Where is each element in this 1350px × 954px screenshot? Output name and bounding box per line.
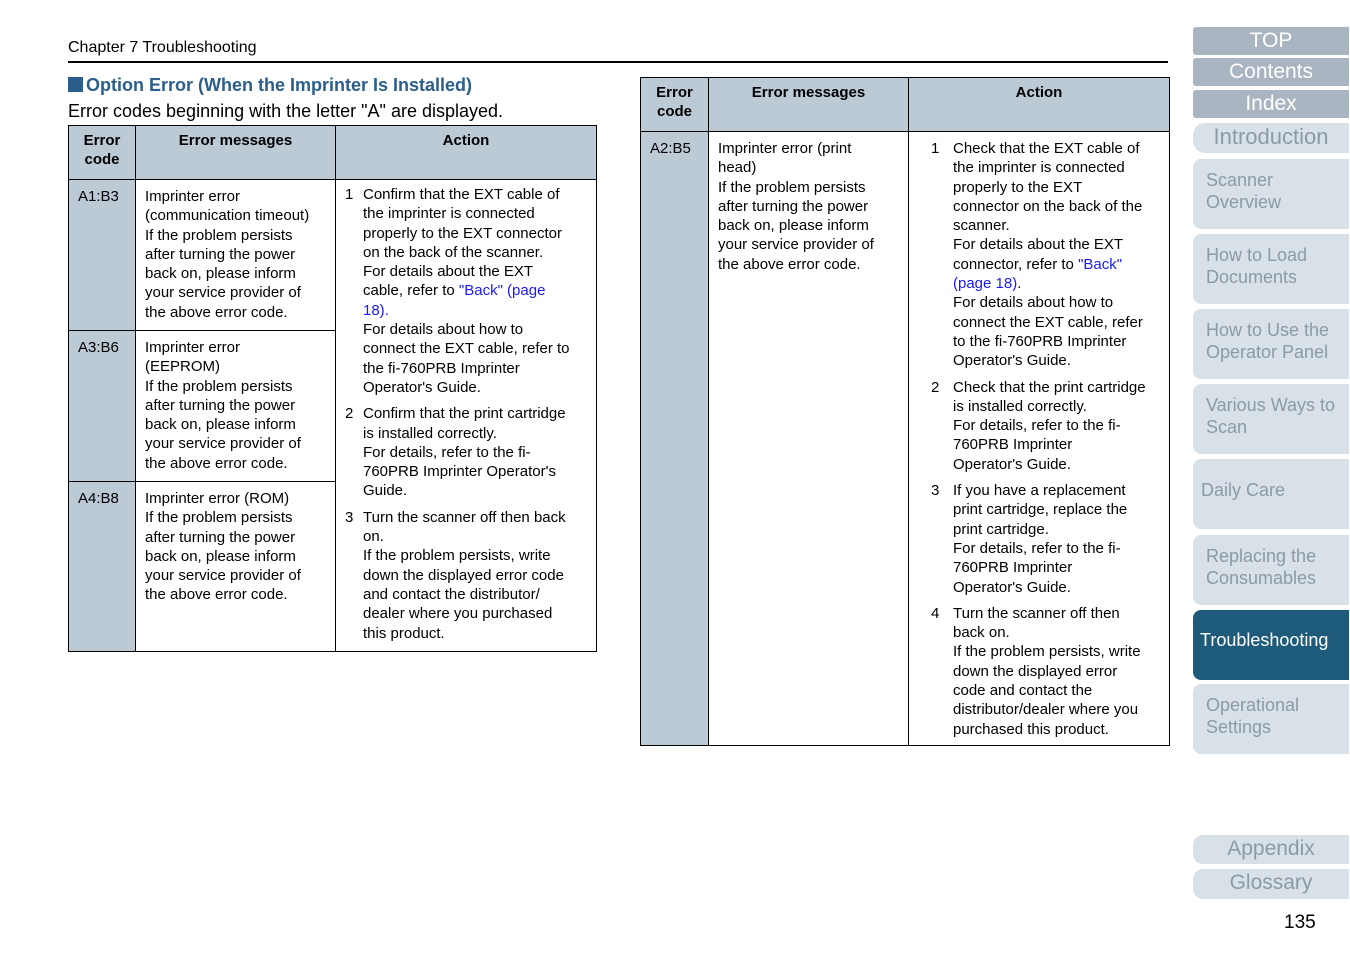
step-line: 760PRB Imprinter [953,559,1073,577]
nav-tab-replacing-consumables[interactable] [1193,535,1349,605]
header-line: code [656,103,692,120]
step-number: 2 [931,378,940,396]
step-line: this product. [363,624,445,642]
step-line: properly to the EXT connector [363,224,562,242]
bullet-square-icon [68,77,83,92]
table-row [641,132,1170,746]
action-step [931,139,1163,371]
step-line: Operator's Guide. [953,578,1071,596]
error-table-1 [68,125,597,652]
step-line: on. [363,528,384,546]
nav-tab-label: Various Ways to [1206,395,1336,415]
step-number: 3 [931,482,940,500]
step-text [953,481,1163,597]
nav-tab-label: Documents [1206,267,1298,287]
nav-tab-label: Consumables [1206,568,1317,588]
step-text [363,404,590,500]
message-line: after turning the power [718,197,869,215]
message-line: If the problem persists [145,509,293,527]
step-line: print cartridge. [953,520,1049,538]
action-step [345,404,590,500]
error-code-cell: A2:B5 [641,132,709,746]
nav-tab-label: Operator Panel [1206,342,1329,362]
message-line: the above error code. [718,255,861,273]
message-line: Imprinter error (ROM) [145,490,290,507]
message-line: your service provider of [718,236,874,254]
section-title [68,75,472,96]
step-line: For details, refer to the fi- [953,539,1121,557]
step-line: is installed correctly. [363,424,497,442]
header-error-code [69,126,136,180]
error-message-cell [709,132,909,746]
step-text [953,378,1163,474]
step-line: connector on the back of the [953,197,1143,215]
action-step [345,185,590,397]
step-line [953,274,1163,293]
step-text-segment: . [384,301,389,319]
nav-tab-daily-care[interactable] [1193,459,1349,529]
back-page-link[interactable]: "Back" [1078,255,1123,273]
error-message-cell [136,331,336,482]
nav-tab-label: Daily Care [1201,480,1286,500]
step-line: Operator's Guide. [953,352,1071,370]
step-line: purchased this product. [953,720,1109,738]
message-line: after turning the power [145,396,296,414]
nav-tab-label: Scanner [1206,170,1274,190]
step-line: down the displayed error code [363,566,564,584]
message-line: (EEPROM) [145,358,220,376]
header-error-messages: Error messages [709,78,909,132]
message-line: back on, please inform [145,547,296,565]
page-number: 135 [1284,912,1316,933]
nav-tab-operator-panel[interactable] [1193,309,1349,379]
step-line: is installed correctly. [953,397,1087,415]
message-line: head) [718,159,757,177]
action-step [931,378,1163,474]
nav-tab-label: Scan [1206,417,1248,437]
message-line: your service provider of [145,567,301,585]
step-line: back on. [953,624,1010,642]
message-line: your service provider of [145,284,301,302]
message-line: the above error code. [145,303,288,321]
step-line: print cartridge, replace the [953,501,1128,519]
nav-tab-label: Overview [1206,192,1282,212]
step-line [953,255,1163,274]
action-step [931,481,1163,597]
action-steps [931,139,1163,739]
message-line: Imprinter error (print [718,140,852,157]
header-action: Action [336,126,597,180]
error-message-cell [136,180,336,331]
step-line: Confirm that the EXT cable of [363,186,560,203]
nav-tab-how-to-load-documents[interactable] [1193,234,1349,304]
section-title-text: Option Error (When the Imprinter Is Installed) [86,75,473,95]
message-line: after turning the power [145,528,296,546]
step-line: If you have a replacement [953,482,1126,500]
message-line: If the problem persists [718,178,866,196]
message-line: back on, please inform [145,416,296,434]
message-line: your service provider of [145,435,301,453]
step-line: distributor/dealer where you [953,701,1139,719]
nav-tab-label: Operational [1206,695,1300,715]
error-table-2 [640,77,1170,746]
action-cell [336,180,597,652]
step-line: Operator's Guide. [363,378,481,396]
nav-tab-glossary[interactable]: Glossary [1193,869,1349,899]
nav-index-button[interactable]: Index [1193,90,1349,118]
step-text [363,508,590,643]
section-intro: Error codes beginning with the letter "A" are displayed. [68,101,504,121]
step-line: to the fi-760PRB Imprinter [953,332,1127,350]
step-line: connect the EXT cable, refer to [363,340,570,358]
step-line: For details about how to [953,294,1114,312]
header-line: Error [83,132,121,149]
step-line: For details about the EXT [953,236,1124,254]
message-line: back on, please inform [145,265,296,283]
step-text [363,185,590,397]
nav-tab-troubleshooting[interactable] [1193,610,1349,680]
step-line: Confirm that the print cartridge [363,405,566,423]
back-page-link[interactable]: 18) [363,301,385,319]
step-text [953,604,1163,739]
step-line: Operator's Guide. [953,455,1071,473]
message-line: back on, please inform [718,217,869,235]
step-line: Check that the print cartridge [953,378,1146,396]
nav-tab-label: Replacing the [1206,546,1317,566]
step-line: properly to the EXT [953,178,1083,196]
step-text [953,139,1163,371]
step-line: the imprinter is connected [953,159,1125,177]
step-line: on the back of the scanner. [363,243,544,261]
step-text-segment: connector, refer to [953,255,1079,273]
step-line: Turn the scanner off then [953,604,1120,622]
header-rule [68,61,1168,63]
nav-top-button[interactable]: TOP [1193,27,1349,55]
table-row [69,180,597,331]
header-line: Error [656,84,693,101]
step-line: scanner. [953,217,1010,235]
back-page-link[interactable]: (page 18) [953,275,1018,293]
step-number: 3 [345,508,354,526]
message-line: (communication timeout) [145,207,310,225]
step-line: Guide. [363,482,408,500]
step-line: For details about the EXT [363,263,534,281]
message-line: Imprinter error [145,339,241,356]
message-line: after turning the power [145,245,296,263]
step-line: For details, refer to the fi- [363,443,531,461]
nav-tab-label: How to Load [1206,245,1308,265]
step-line: 760PRB Imprinter [953,436,1073,454]
step-line: the imprinter is connected [363,205,535,223]
back-page-link[interactable]: "Back" (page [458,282,546,300]
nav-tab-label: How to Use the [1206,320,1330,340]
step-line [363,281,590,300]
step-line: down the displayed error [953,662,1118,680]
error-code-cell: A1:B3 [69,180,136,331]
header-action: Action [909,78,1170,132]
step-line: connect the EXT cable, refer [953,313,1143,331]
message-line: the above error code. [145,586,288,604]
nav-tab-label: Troubleshooting [1200,630,1329,650]
nav-contents-button[interactable]: Contents [1193,58,1349,86]
step-number: 4 [931,604,940,622]
nav-tab-scanner-overview[interactable] [1193,159,1349,229]
step-line: the fi-760PRB Imprinter [363,359,520,377]
step-line: For details, refer to the fi- [953,417,1121,435]
message-line: If the problem persists [145,377,293,395]
step-line: For details about how to [363,321,524,339]
step-line: If the problem persists, write [363,547,551,565]
step-text-segment: . [1017,275,1022,293]
step-text-segment: cable, refer to [363,282,459,300]
message-line: Imprinter error [145,188,241,205]
step-number: 1 [345,186,354,203]
step-line: 760PRB Imprinter Operator's [363,463,556,481]
step-line: code and contact the [953,682,1093,700]
step-number: 1 [931,140,940,157]
error-code-cell: A3:B6 [69,331,136,482]
step-line: and contact the distributor/ [363,585,540,603]
chapter-label: Chapter 7 Troubleshooting [68,39,257,56]
message-line: If the problem persists [145,226,293,244]
nav-tab-various-ways-to-scan[interactable] [1193,384,1349,454]
action-cell [909,132,1170,746]
nav-tab-operational-settings[interactable] [1193,684,1349,754]
nav-tab-introduction[interactable]: Introduction [1193,123,1349,153]
step-line: If the problem persists, write [953,643,1141,661]
step-number: 2 [345,405,354,423]
error-message-cell [136,482,336,652]
header-line: code [84,151,120,168]
nav-tab-label: Settings [1206,717,1272,737]
nav-tab-appendix[interactable]: Appendix [1193,835,1349,864]
step-line [363,301,590,320]
error-code-cell: A4:B8 [69,482,136,652]
header-error-code [641,78,709,132]
step-line: Turn the scanner off then back [363,508,566,526]
action-step [931,604,1163,739]
step-line: Check that the EXT cable of [953,140,1140,157]
message-line: the above error code. [145,454,288,472]
action-steps [345,185,590,643]
header-error-messages: Error messages [136,126,336,180]
action-step [345,508,590,643]
step-line: dealer where you purchased [363,605,553,623]
